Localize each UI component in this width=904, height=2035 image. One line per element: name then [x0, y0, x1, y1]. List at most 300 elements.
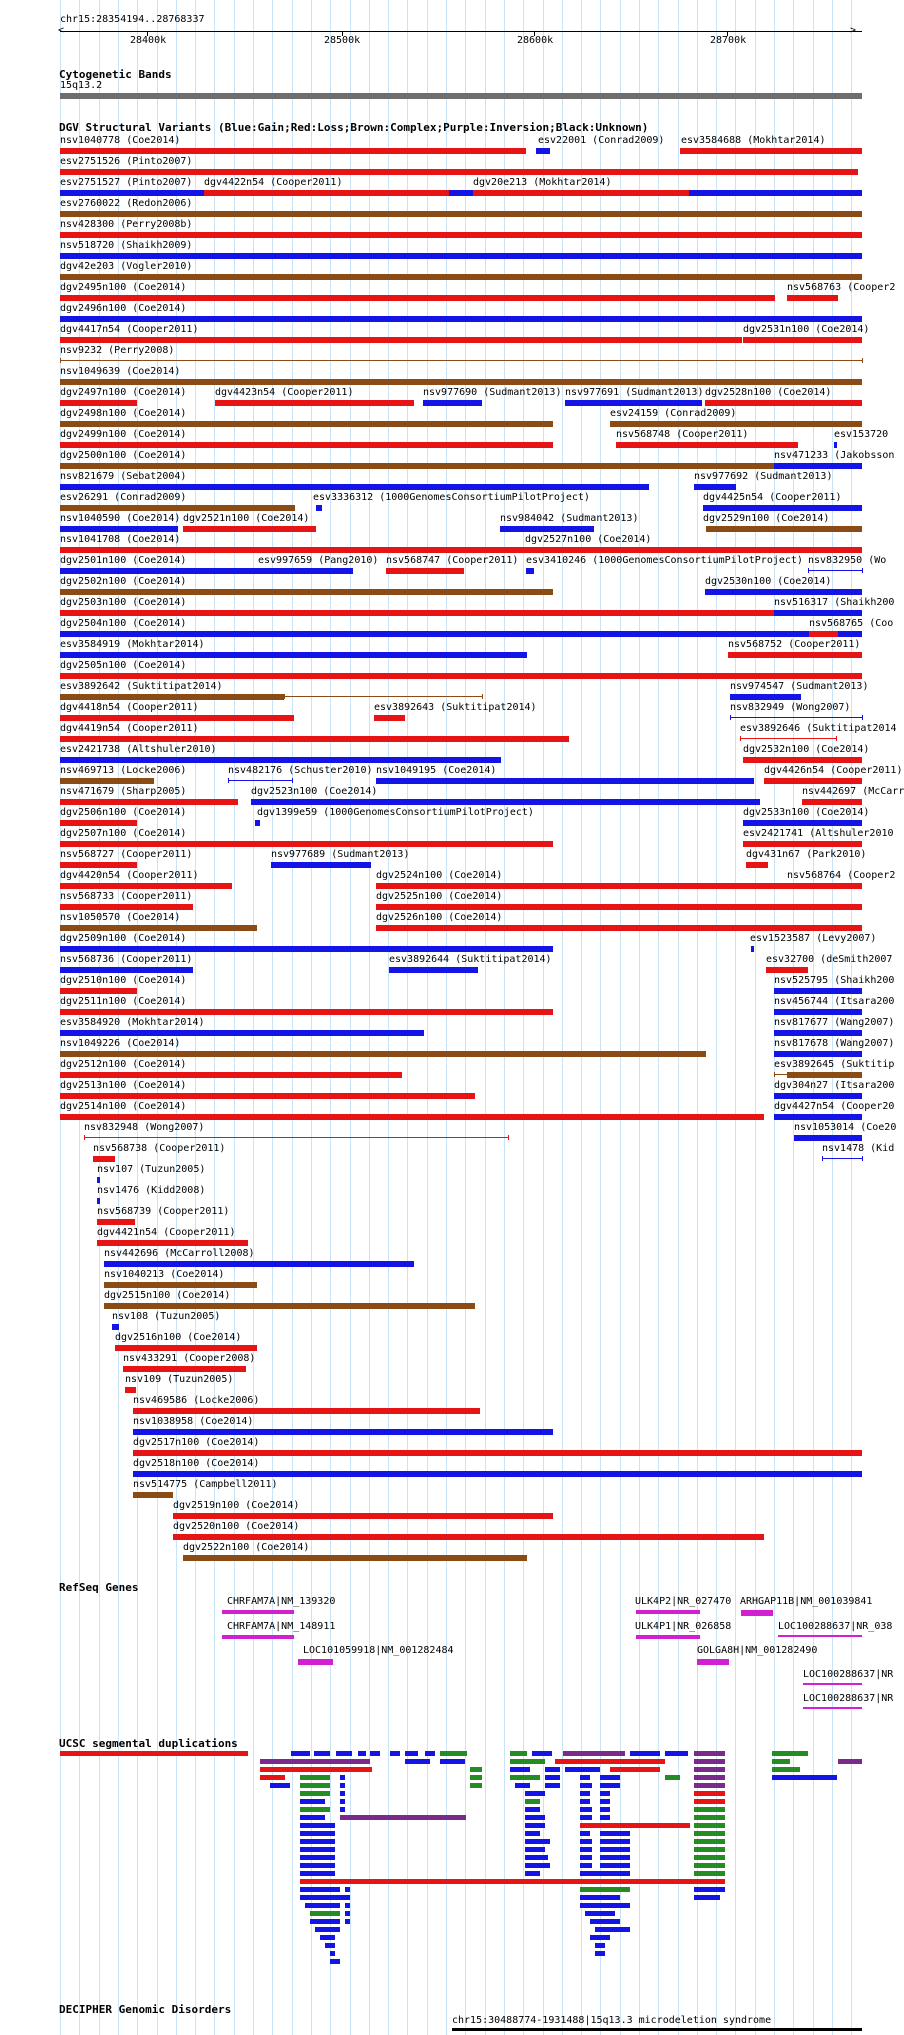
variant-span-line[interactable]: [808, 570, 862, 571]
segdup-block[interactable]: [510, 1775, 540, 1780]
variant-label[interactable]: nsv568748 (Cooper2011): [616, 429, 749, 440]
variant-bar[interactable]: [60, 505, 295, 511]
gene-model[interactable]: [222, 1610, 294, 1614]
segdup-block[interactable]: [694, 1767, 725, 1772]
variant-bar[interactable]: [215, 400, 414, 406]
segdup-block[interactable]: [600, 1831, 630, 1836]
segdup-block[interactable]: [300, 1783, 330, 1788]
variant-label[interactable]: dgv1399e59 (1000GenomesConsortiumPilotProject): [257, 807, 534, 818]
variant-bar[interactable]: [500, 526, 594, 532]
variant-label[interactable]: nsv817677 (Wang2007): [774, 1017, 895, 1028]
variant-bar[interactable]: [60, 421, 553, 427]
variant-label[interactable]: esv2421738 (Altshuler2010): [60, 744, 217, 755]
variant-label[interactable]: esv2751527 (Pinto2007): [60, 177, 193, 188]
gene-model[interactable]: [803, 1683, 862, 1685]
segdup-block[interactable]: [405, 1751, 418, 1756]
variant-label[interactable]: dgv2499n100 (Coe2014): [60, 429, 187, 440]
segdup-block[interactable]: [300, 1871, 335, 1876]
variant-label[interactable]: nsv1049226 (Coe2014): [60, 1038, 181, 1049]
variant-label[interactable]: esv3336312 (1000GenomesConsortiumPilotProject): [313, 492, 590, 503]
segdup-block[interactable]: [694, 1775, 725, 1780]
variant-label[interactable]: dgv2513n100 (Coe2014): [60, 1080, 187, 1091]
variant-label[interactable]: esv3410246 (1000GenomesConsortiumPilotProject): [526, 555, 803, 566]
segdup-block[interactable]: [345, 1887, 350, 1892]
variant-label[interactable]: dgv2510n100 (Coe2014): [60, 975, 187, 986]
gene-model[interactable]: [636, 1635, 700, 1639]
gene-label[interactable]: LOC100288637|NR_038: [778, 1621, 893, 1632]
variant-bar[interactable]: [743, 841, 862, 847]
segdup-block[interactable]: [510, 1751, 527, 1756]
variant-bar[interactable]: [809, 631, 838, 637]
variant-label[interactable]: dgv2531n100 (Coe2014): [743, 324, 870, 335]
variant-bar[interactable]: [774, 988, 862, 994]
variant-bar[interactable]: [386, 568, 464, 574]
variant-label[interactable]: esv24159 (Conrad2009): [610, 408, 737, 419]
variant-span-line[interactable]: [740, 738, 836, 739]
variant-label[interactable]: esv2760022 (Redon2006): [60, 198, 193, 209]
gene-model[interactable]: [741, 1610, 773, 1616]
segdup-block[interactable]: [665, 1775, 680, 1780]
variant-bar[interactable]: [751, 946, 754, 952]
segdup-block[interactable]: [532, 1751, 552, 1756]
variant-bar[interactable]: [60, 274, 862, 280]
segdup-block[interactable]: [330, 1951, 335, 1956]
variant-label[interactable]: dgv4421n54 (Cooper2011): [97, 1227, 236, 1238]
variant-bar[interactable]: [60, 1114, 764, 1120]
variant-label[interactable]: esv26291 (Conrad2009): [60, 492, 187, 503]
variant-label[interactable]: dgv2505n100 (Coe2014): [60, 660, 187, 671]
variant-bar[interactable]: [60, 820, 137, 826]
segdup-block[interactable]: [694, 1831, 725, 1836]
variant-label[interactable]: dgv2503n100 (Coe2014): [60, 597, 187, 608]
segdup-block[interactable]: [320, 1935, 335, 1940]
variant-label[interactable]: nsv1040213 (Coe2014): [104, 1269, 225, 1280]
variant-label[interactable]: esv3892645 (Suktitip: [774, 1059, 895, 1070]
variant-label[interactable]: nsv108 (Tuzun2005): [112, 1311, 221, 1322]
variant-bar[interactable]: [97, 1219, 135, 1225]
segdup-block[interactable]: [694, 1759, 725, 1764]
variant-bar[interactable]: [60, 1009, 553, 1015]
variant-bar[interactable]: [60, 715, 294, 721]
variant-bar[interactable]: [389, 967, 478, 973]
segdup-block[interactable]: [358, 1751, 366, 1756]
variant-bar[interactable]: [133, 1408, 480, 1414]
variant-label[interactable]: nsv568752 (Cooper2011): [728, 639, 861, 650]
segdup-block[interactable]: [580, 1799, 590, 1804]
variant-bar[interactable]: [376, 925, 862, 931]
variant-label[interactable]: dgv20e213 (Mokhtar2014): [473, 177, 612, 188]
variant-bar[interactable]: [705, 589, 862, 595]
variant-bar[interactable]: [787, 295, 838, 301]
variant-bar[interactable]: [204, 190, 449, 196]
variant-label[interactable]: dgv2522n100 (Coe2014): [183, 1542, 310, 1553]
variant-bar[interactable]: [60, 799, 238, 805]
segdup-block[interactable]: [585, 1911, 615, 1916]
variant-bar[interactable]: [60, 547, 862, 553]
segdup-block[interactable]: [270, 1783, 290, 1788]
variant-bar[interactable]: [376, 904, 862, 910]
segdup-block[interactable]: [580, 1775, 590, 1780]
segdup-block[interactable]: [300, 1839, 335, 1844]
gene-label[interactable]: LOC100288637|NR: [803, 1693, 894, 1704]
gene-model[interactable]: [298, 1659, 333, 1665]
variant-bar[interactable]: [743, 757, 862, 763]
gene-model[interactable]: [222, 1635, 294, 1639]
variant-bar[interactable]: [97, 1177, 100, 1183]
variant-bar[interactable]: [183, 526, 316, 532]
segdup-block[interactable]: [370, 1751, 380, 1756]
segdup-block[interactable]: [325, 1943, 335, 1948]
variant-label[interactable]: dgv2496n100 (Coe2014): [60, 303, 187, 314]
variant-bar[interactable]: [60, 1051, 706, 1057]
variant-label[interactable]: nsv428300 (Perry2008b): [60, 219, 193, 230]
segdup-block[interactable]: [510, 1767, 530, 1772]
variant-label[interactable]: nsv568764 (Cooper2: [787, 870, 896, 881]
variant-label[interactable]: nsv456744 (Itsara200: [774, 996, 895, 1007]
segdup-block[interactable]: [336, 1751, 352, 1756]
segdup-block[interactable]: [300, 1775, 330, 1780]
segdup-block[interactable]: [600, 1807, 610, 1812]
segdup-block[interactable]: [525, 1799, 540, 1804]
segdup-block[interactable]: [340, 1807, 345, 1812]
variant-label[interactable]: esv997659 (Pang2010): [258, 555, 379, 566]
variant-span-line[interactable]: [730, 717, 862, 718]
variant-bar[interactable]: [730, 694, 801, 700]
variant-bar[interactable]: [271, 862, 371, 868]
variant-label[interactable]: nsv482176 (Schuster2010): [228, 765, 373, 776]
variant-label[interactable]: nsv977689 (Sudmant2013): [271, 849, 410, 860]
segdup-block[interactable]: [345, 1911, 350, 1916]
segdup-block[interactable]: [470, 1783, 482, 1788]
variant-label[interactable]: dgv431n67 (Park2010): [746, 849, 867, 860]
segdup-block[interactable]: [565, 1767, 600, 1772]
variant-label[interactable]: nsv469586 (Locke2006): [133, 1395, 260, 1406]
variant-bar[interactable]: [774, 1093, 862, 1099]
segdup-block[interactable]: [580, 1903, 630, 1908]
segdup-block[interactable]: [345, 1903, 350, 1908]
variant-span-line[interactable]: [228, 780, 292, 781]
variant-bar[interactable]: [774, 1009, 862, 1015]
gene-model[interactable]: [697, 1659, 729, 1665]
segdup-block[interactable]: [694, 1887, 725, 1892]
variant-label[interactable]: dgv2495n100 (Coe2014): [60, 282, 187, 293]
variant-bar[interactable]: [316, 505, 322, 511]
variant-bar[interactable]: [60, 442, 553, 448]
variant-bar[interactable]: [60, 757, 501, 763]
segdup-block[interactable]: [300, 1887, 340, 1892]
segdup-block[interactable]: [510, 1759, 545, 1764]
segdup-block[interactable]: [300, 1807, 330, 1812]
variant-label[interactable]: dgv2517n100 (Coe2014): [133, 1437, 260, 1448]
variant-bar[interactable]: [743, 337, 862, 343]
variant-bar[interactable]: [60, 925, 257, 931]
variant-span-line[interactable]: [60, 360, 862, 361]
segdup-block[interactable]: [390, 1751, 400, 1756]
variant-label[interactable]: nsv1050570 (Coe2014): [60, 912, 181, 923]
segdup-block[interactable]: [314, 1751, 330, 1756]
segdup-block[interactable]: [580, 1815, 592, 1820]
variant-label[interactable]: nsv1040590 (Coe2014): [60, 513, 181, 524]
variant-label[interactable]: dgv2506n100 (Coe2014): [60, 807, 187, 818]
segdup-block[interactable]: [345, 1895, 350, 1900]
segdup-block[interactable]: [580, 1823, 690, 1828]
variant-label[interactable]: nsv568765 (Coo: [809, 618, 894, 629]
variant-bar[interactable]: [787, 883, 838, 889]
variant-bar[interactable]: [834, 442, 837, 448]
segdup-block[interactable]: [260, 1759, 370, 1764]
variant-bar[interactable]: [376, 778, 754, 784]
variant-label[interactable]: dgv4420n54 (Cooper2011): [60, 870, 199, 881]
variant-bar[interactable]: [112, 1324, 119, 1330]
variant-label[interactable]: nsv107 (Tuzun2005): [97, 1164, 206, 1175]
segdup-block[interactable]: [600, 1783, 620, 1788]
gene-label[interactable]: CHRFAM7A|NM_139320: [227, 1596, 336, 1607]
segdup-block[interactable]: [580, 1871, 600, 1876]
decipher-feature-label[interactable]: chr15:30488774-1931488|15q13.3 microdeletion syndrome: [452, 2015, 772, 2026]
variant-label[interactable]: esv153720: [834, 429, 889, 440]
variant-bar[interactable]: [774, 463, 862, 469]
variant-label[interactable]: nsv568763 (Cooper2: [787, 282, 896, 293]
gene-label[interactable]: ULK4P1|NR_026858: [635, 1621, 732, 1632]
variant-label[interactable]: esv2421741 (Altshuler2010: [743, 828, 894, 839]
segdup-block[interactable]: [60, 1751, 248, 1756]
variant-label[interactable]: nsv442697 (McCarr: [802, 786, 904, 797]
variant-bar[interactable]: [133, 1450, 862, 1456]
variant-label[interactable]: esv3584920 (Mokhtar2014): [60, 1017, 205, 1028]
segdup-block[interactable]: [694, 1847, 725, 1852]
variant-bar[interactable]: [60, 736, 569, 742]
variant-bar[interactable]: [104, 1261, 414, 1267]
segdup-block[interactable]: [340, 1815, 466, 1820]
variant-label[interactable]: nsv433291 (Cooper2008): [123, 1353, 256, 1364]
gene-model[interactable]: [636, 1610, 700, 1614]
segdup-block[interactable]: [330, 1959, 340, 1964]
variant-label[interactable]: nsv469713 (Locke2006): [60, 765, 187, 776]
segdup-block[interactable]: [260, 1767, 372, 1772]
variant-bar[interactable]: [133, 1429, 553, 1435]
segdup-block[interactable]: [563, 1751, 625, 1756]
gene-label[interactable]: LOC101059918|NM_001282484: [303, 1645, 454, 1656]
segdup-block[interactable]: [694, 1815, 725, 1820]
variant-label[interactable]: nsv9232 (Perry2008): [60, 345, 175, 356]
variant-bar[interactable]: [60, 337, 742, 343]
segdup-block[interactable]: [590, 1935, 610, 1940]
variant-bar[interactable]: [60, 232, 862, 238]
variant-bar[interactable]: [60, 316, 862, 322]
variant-label[interactable]: dgv2533n100 (Coe2014): [743, 807, 870, 818]
variant-bar[interactable]: [60, 190, 862, 196]
segdup-block[interactable]: [580, 1863, 592, 1868]
segdup-block[interactable]: [694, 1807, 725, 1812]
variant-bar[interactable]: [133, 1471, 862, 1477]
variant-bar[interactable]: [60, 652, 527, 658]
variant-label[interactable]: dgv2509n100 (Coe2014): [60, 933, 187, 944]
variant-label[interactable]: dgv4423n54 (Cooper2011): [215, 387, 354, 398]
variant-label[interactable]: nsv1478 (Kid: [822, 1143, 895, 1154]
variant-label[interactable]: nsv832948 (Wong2007): [84, 1122, 205, 1133]
variant-bar[interactable]: [97, 1240, 248, 1246]
variant-label[interactable]: nsv977690 (Sudmant2013): [423, 387, 562, 398]
segdup-block[interactable]: [600, 1799, 610, 1804]
segdup-block[interactable]: [300, 1895, 345, 1900]
variant-label[interactable]: dgv2519n100 (Coe2014): [173, 1500, 300, 1511]
segdup-block[interactable]: [600, 1855, 630, 1860]
variant-bar[interactable]: [60, 1093, 475, 1099]
segdup-block[interactable]: [525, 1807, 540, 1812]
segdup-block[interactable]: [525, 1855, 548, 1860]
variant-label[interactable]: dgv2514n100 (Coe2014): [60, 1101, 187, 1112]
variant-bar[interactable]: [60, 946, 553, 952]
segdup-block[interactable]: [425, 1751, 435, 1756]
variant-span-line[interactable]: [284, 696, 482, 697]
variant-bar[interactable]: [774, 1051, 862, 1057]
variant-label[interactable]: nsv568747 (Cooper2011): [386, 555, 519, 566]
gene-label[interactable]: LOC100288637|NR: [803, 1669, 894, 1680]
segdup-block[interactable]: [600, 1871, 630, 1876]
variant-label[interactable]: dgv4427n54 (Cooper20: [774, 1101, 895, 1112]
variant-label[interactable]: nsv109 (Tuzun2005): [125, 1374, 234, 1385]
gene-label[interactable]: ULK4P2|NR_027470: [635, 1596, 732, 1607]
variant-label[interactable]: nsv568733 (Cooper2011): [60, 891, 193, 902]
segdup-block[interactable]: [610, 1767, 660, 1772]
segdup-block[interactable]: [525, 1815, 545, 1820]
variant-bar[interactable]: [794, 1135, 862, 1141]
variant-label[interactable]: dgv2525n100 (Coe2014): [376, 891, 503, 902]
variant-bar[interactable]: [680, 148, 862, 154]
variant-label[interactable]: dgv42e203 (Vogler2010): [60, 261, 193, 272]
gene-model[interactable]: [803, 1707, 862, 1709]
variant-bar[interactable]: [173, 1534, 764, 1540]
variant-bar[interactable]: [764, 778, 862, 784]
segdup-block[interactable]: [600, 1775, 620, 1780]
variant-label[interactable]: dgv4426n54 (Cooper2011): [764, 765, 903, 776]
variant-label[interactable]: nsv1049639 (Coe2014): [60, 366, 181, 377]
variant-bar[interactable]: [93, 1156, 115, 1162]
variant-label[interactable]: dgv2498n100 (Coe2014): [60, 408, 187, 419]
segdup-block[interactable]: [291, 1751, 310, 1756]
segdup-block[interactable]: [600, 1847, 630, 1852]
variant-label[interactable]: dgv304n27 (Itsara200: [774, 1080, 895, 1091]
gene-label[interactable]: ARHGAP11B|NM_001039841: [740, 1596, 873, 1607]
variant-label[interactable]: nsv977692 (Sudmant2013): [694, 471, 833, 482]
segdup-block[interactable]: [665, 1751, 688, 1756]
variant-bar[interactable]: [703, 505, 862, 511]
variant-bar[interactable]: [774, 1030, 862, 1036]
segdup-block[interactable]: [305, 1903, 340, 1908]
segdup-block[interactable]: [260, 1775, 285, 1780]
variant-bar[interactable]: [705, 400, 862, 406]
variant-label[interactable]: esv3892646 (Suktitipat2014: [740, 723, 897, 734]
segdup-block[interactable]: [694, 1863, 725, 1868]
variant-bar[interactable]: [60, 778, 154, 784]
variant-label[interactable]: nsv1040778 (Coe2014): [60, 135, 181, 146]
segdup-block[interactable]: [600, 1863, 630, 1868]
variant-bar[interactable]: [60, 1030, 424, 1036]
variant-label[interactable]: nsv442696 (McCarroll2008): [104, 1248, 255, 1259]
variant-label[interactable]: dgv2523n100 (Coe2014): [251, 786, 378, 797]
variant-label[interactable]: dgv2516n100 (Coe2014): [115, 1332, 242, 1343]
segdup-block[interactable]: [595, 1951, 605, 1956]
variant-label[interactable]: nsv821679 (Sebat2004): [60, 471, 187, 482]
variant-bar[interactable]: [60, 1072, 402, 1078]
variant-label[interactable]: nsv514775 (Campbell2011): [133, 1479, 278, 1490]
variant-label[interactable]: esv3584688 (Mokhtar2014): [681, 135, 826, 146]
variant-bar[interactable]: [60, 988, 137, 994]
variant-label[interactable]: esv22001 (Conrad2009): [538, 135, 665, 146]
segdup-block[interactable]: [300, 1879, 725, 1884]
variant-bar[interactable]: [60, 169, 858, 175]
variant-label[interactable]: nsv1041708 (Coe2014): [60, 534, 181, 545]
variant-label[interactable]: dgv4418n54 (Cooper2011): [60, 702, 199, 713]
segdup-block[interactable]: [300, 1815, 325, 1820]
variant-label[interactable]: nsv977691 (Sudmant2013): [565, 387, 704, 398]
segdup-block[interactable]: [600, 1815, 610, 1820]
variant-label[interactable]: dgv2504n100 (Coe2014): [60, 618, 187, 629]
variant-bar[interactable]: [104, 1282, 257, 1288]
variant-label[interactable]: nsv1038958 (Coe2014): [133, 1416, 254, 1427]
variant-label[interactable]: esv3892643 (Suktitipat2014): [374, 702, 537, 713]
variant-label[interactable]: dgv2512n100 (Coe2014): [60, 1059, 187, 1070]
segdup-block[interactable]: [580, 1831, 590, 1836]
variant-label[interactable]: dgv2532n100 (Coe2014): [743, 744, 870, 755]
variant-bar[interactable]: [255, 820, 260, 826]
segdup-block[interactable]: [300, 1799, 325, 1804]
segdup-block[interactable]: [694, 1871, 725, 1876]
segdup-block[interactable]: [580, 1791, 590, 1796]
variant-label[interactable]: esv1523587 (Levy2007): [750, 933, 877, 944]
variant-bar[interactable]: [694, 484, 736, 490]
variant-label[interactable]: dgv2515n100 (Coe2014): [104, 1290, 231, 1301]
variant-bar[interactable]: [774, 1114, 862, 1120]
segdup-block[interactable]: [580, 1847, 592, 1852]
variant-bar[interactable]: [60, 484, 649, 490]
segdup-block[interactable]: [300, 1847, 335, 1852]
variant-bar[interactable]: [60, 631, 862, 637]
variant-bar[interactable]: [60, 862, 137, 868]
segdup-block[interactable]: [555, 1759, 665, 1764]
variant-bar[interactable]: [173, 1513, 553, 1519]
variant-bar[interactable]: [536, 148, 550, 154]
variant-bar[interactable]: [251, 799, 760, 805]
gene-label[interactable]: CHRFAM7A|NM_148911: [227, 1621, 336, 1632]
variant-bar[interactable]: [743, 820, 862, 826]
gene-label[interactable]: GOLGA8H|NM_001282490: [697, 1645, 818, 1656]
variant-bar[interactable]: [746, 862, 768, 868]
variant-bar[interactable]: [115, 1345, 257, 1351]
variant-label[interactable]: esv2751526 (Pinto2007): [60, 156, 193, 167]
segdup-block[interactable]: [310, 1919, 340, 1924]
variant-bar[interactable]: [133, 1492, 173, 1498]
cytoband-bar[interactable]: [60, 93, 862, 99]
segdup-block[interactable]: [600, 1839, 630, 1844]
variant-label[interactable]: dgv2529n100 (Coe2014): [703, 513, 830, 524]
variant-label[interactable]: dgv2521n100 (Coe2014): [183, 513, 310, 524]
variant-label[interactable]: dgv4417n54 (Cooper2011): [60, 324, 199, 335]
segdup-block[interactable]: [600, 1791, 610, 1796]
variant-label[interactable]: nsv471233 (Jakobsson: [774, 450, 895, 461]
variant-label[interactable]: esv3892644 (Suktitipat2014): [389, 954, 552, 965]
variant-label[interactable]: nsv984042 (Sudmant2013): [500, 513, 639, 524]
segdup-block[interactable]: [405, 1759, 430, 1764]
segdup-block[interactable]: [545, 1775, 560, 1780]
decipher-feature-bar[interactable]: [452, 2028, 862, 2031]
variant-bar[interactable]: [616, 442, 798, 448]
variant-bar[interactable]: [423, 400, 482, 406]
segdup-block[interactable]: [340, 1799, 345, 1804]
variant-bar[interactable]: [728, 652, 862, 658]
segdup-block[interactable]: [838, 1759, 862, 1764]
variant-bar[interactable]: [60, 610, 862, 616]
